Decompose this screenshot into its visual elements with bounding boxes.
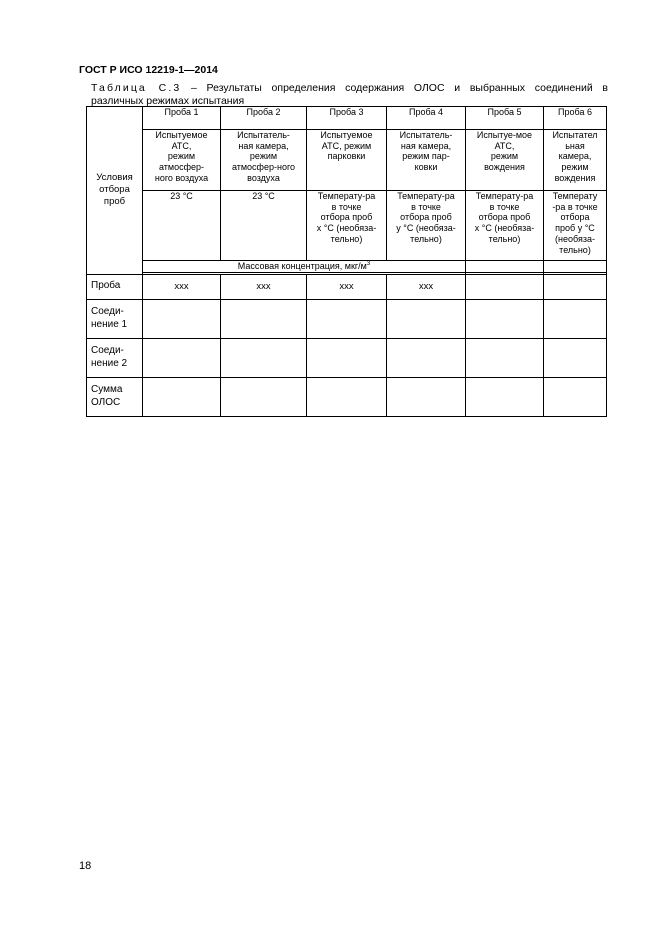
empty-cell: [143, 299, 221, 338]
cell-line: Температу-ра: [317, 191, 376, 201]
unit-superscript: 3: [366, 261, 371, 267]
condition-cell: [544, 130, 607, 191]
table-caption: [91, 82, 608, 108]
value-cell: [466, 274, 544, 299]
table-row: [87, 338, 607, 377]
cell-line: (необяза-: [555, 233, 595, 244]
condition-cell: [307, 130, 387, 191]
cell-line: тельно): [488, 233, 521, 244]
temperature-cell: [221, 191, 307, 261]
temperature-cell: [466, 191, 544, 261]
cell-line: камера,: [558, 151, 592, 162]
empty-cell: [544, 261, 607, 273]
cell-line: режим пар-: [402, 151, 450, 162]
sample-name: Проба 1: [143, 107, 221, 130]
cell-line: отбора проб: [400, 212, 452, 223]
cell-line: x °С (необяза-: [316, 223, 377, 234]
cell-line: атмосфер-: [158, 162, 205, 173]
cell-line: Температу-ра: [475, 191, 534, 201]
row-label: Проба: [87, 274, 143, 299]
cell-line: режим: [561, 162, 589, 173]
cell-line: АТС,: [171, 140, 192, 151]
condition-cell: [221, 130, 307, 191]
empty-cell: [466, 299, 544, 338]
table-row: [87, 377, 607, 416]
condition-cell: [387, 130, 466, 191]
mass-concentration-text: Массовая концентрация, мкг/м: [237, 261, 367, 271]
cell-line: отбора: [560, 212, 590, 223]
cell-line: в точке: [489, 201, 520, 212]
empty-cell: [466, 261, 544, 273]
cell-line: 23 °С: [252, 191, 275, 201]
cell-line: тельно): [410, 233, 442, 244]
condition-cell: [466, 130, 544, 191]
temperature-cell: [307, 191, 387, 261]
condition-cell: [143, 130, 221, 191]
value-cell: xxx: [387, 274, 466, 299]
empty-cell: [221, 338, 307, 377]
results-table: [86, 106, 607, 417]
empty-cell: [307, 377, 387, 416]
value-cell: xxx: [143, 274, 221, 299]
cell-line: режим: [490, 151, 519, 162]
cell-line: ковки: [414, 162, 438, 173]
cell-line: Испытуемое: [320, 130, 373, 140]
cell-line: Температу-ра: [397, 191, 455, 201]
cell-line: ьная: [565, 140, 585, 151]
cell-line: x °С (необяза-: [474, 223, 535, 234]
table-row: [87, 274, 607, 299]
cell-line: тельно): [559, 244, 591, 255]
caption-text-1: – Результаты определения содержания ОЛОС и выбранных соединений в: [181, 82, 608, 94]
empty-cell: [466, 338, 544, 377]
empty-cell: [544, 338, 607, 377]
cell-line: Испытател: [552, 130, 598, 140]
cell-line: вождения: [484, 162, 525, 173]
cell-line: режим: [167, 151, 196, 162]
cell-line: Испытатель-: [237, 130, 290, 140]
mass-concentration-row: [87, 261, 607, 273]
caption-prefix: Таблица С.3: [91, 82, 182, 94]
conditions-label: Условия отбора проб: [96, 172, 133, 208]
row-label: Сумма ОЛОС: [87, 377, 143, 416]
cell-line: отбора проб: [320, 212, 373, 223]
page-number: 18: [79, 860, 92, 872]
empty-cell: [544, 377, 607, 416]
standard-id: ГОСТ Р ИСО 12219-1—2014: [79, 64, 218, 76]
value-cell: xxx: [221, 274, 307, 299]
cell-line: Испытуемое: [155, 130, 208, 140]
sample-name: Проба 4: [387, 107, 466, 130]
caption-line-1: [91, 82, 608, 95]
cell-line: воздуха: [247, 172, 280, 183]
cell-line: в точке: [411, 201, 441, 212]
empty-cell: [544, 299, 607, 338]
empty-cell: [307, 338, 387, 377]
cell-line: АТС, режим: [321, 140, 372, 151]
cell-line: в точке: [331, 201, 362, 212]
temperature-cell: [143, 191, 221, 261]
cell-line: АТС,: [494, 140, 515, 151]
temperature-row: [87, 191, 607, 261]
empty-cell: [387, 377, 466, 416]
mass-concentration-label: [143, 261, 466, 273]
cell-line: Температу: [552, 191, 598, 201]
temperature-cell: [544, 191, 607, 261]
sample-header-row: [87, 107, 607, 130]
empty-cell: [221, 299, 307, 338]
cell-line: режим: [249, 151, 278, 162]
cell-line: -ра в точке: [552, 201, 598, 212]
conditions-label-cell: [87, 107, 143, 275]
row-label: Соеди-нение 2: [87, 338, 143, 377]
condition-row: [87, 130, 607, 191]
empty-cell: [387, 338, 466, 377]
cell-line: проб y °С: [555, 223, 595, 234]
cell-line: атмосфер-ного: [231, 162, 296, 173]
empty-cell: [221, 377, 307, 416]
empty-cell: [143, 338, 221, 377]
sample-name: Проба 2: [221, 107, 307, 130]
value-cell: [544, 274, 607, 299]
cell-line: тельно): [330, 233, 363, 244]
sample-name: Проба 5: [466, 107, 544, 130]
sample-name: Проба 6: [544, 107, 607, 130]
cell-line: Испытатель-: [399, 130, 453, 140]
sample-name: Проба 3: [307, 107, 387, 130]
cell-line: парковки: [327, 151, 366, 162]
empty-cell: [387, 299, 466, 338]
row-label: Соеди-нение 1: [87, 299, 143, 338]
table-row: [87, 299, 607, 338]
cell-line: ного воздуха: [154, 172, 209, 183]
cell-line: y °С (необяза-: [396, 223, 456, 234]
caption-line-2: различных режимах испытания: [91, 95, 245, 107]
empty-cell: [466, 377, 544, 416]
value-cell: xxx: [307, 274, 387, 299]
temperature-cell: [387, 191, 466, 261]
cell-line: вождения: [554, 172, 596, 183]
empty-cell: [143, 377, 221, 416]
cell-line: 23 °С: [170, 191, 193, 201]
cell-line: ная камера,: [238, 140, 289, 151]
cell-line: отбора проб: [478, 212, 531, 223]
empty-cell: [307, 299, 387, 338]
cell-line: Испытуе-мое: [476, 130, 533, 140]
cell-line: ная камера,: [400, 140, 452, 151]
